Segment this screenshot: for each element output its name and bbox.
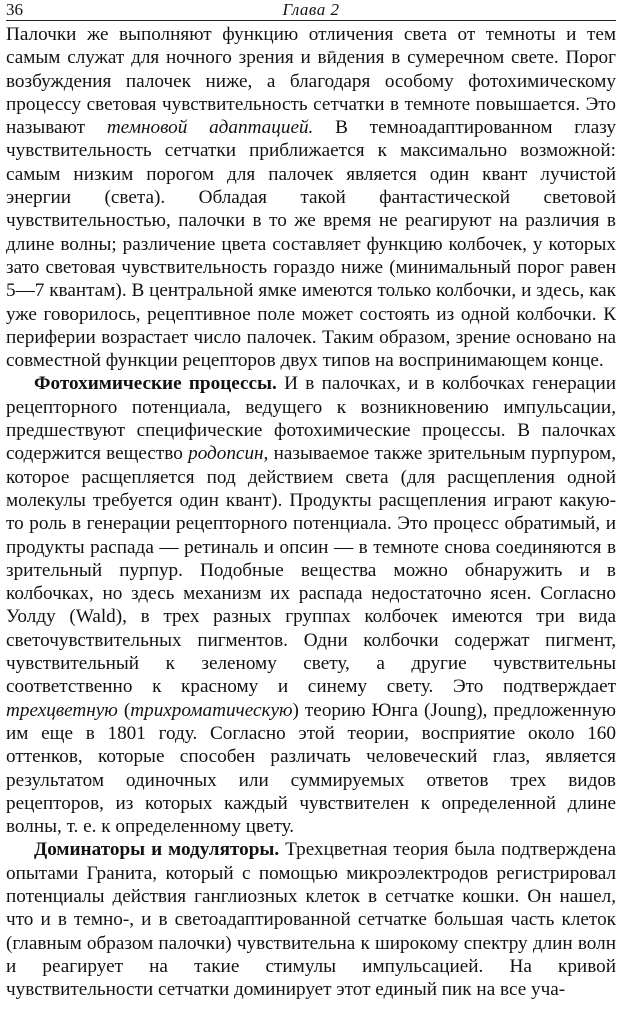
paragraph-photochemical-processes [6, 372, 616, 838]
term-three-color: трехцветную [6, 699, 118, 721]
term-trichromatic: трихроматическую [130, 699, 293, 721]
term-dark-adaptation: темновой адаптацией. [106, 117, 314, 139]
section-heading-dominators: Доминаторы и модуляторы. [34, 839, 280, 861]
section-heading-photochemical: Фотохимические процессы. [34, 373, 277, 395]
term-rhodopsin: родопсин, [188, 443, 269, 465]
paragraph-rods-function [6, 23, 616, 372]
text-run: И в палочках, и в колбочках генерации рецепторного потенциала, ведущего к возникновению импульсации, предшествуют специфические фотохимические процессы. В палочках содержится вещество [6, 373, 616, 465]
paragraph-dominators-modulators [6, 838, 616, 1001]
text-run: ) теорию Юнга (Joung), предложенную им еще в 1801 году. Согласно этой теории, восприятие около 160 оттенков, которые способен различать человеческий глаз, является результатом одиночных или суммируемых ответов трех видов рецепторов, из которых каждый чувствителен к определенной длине волны, т. е. к определенному цвету. [6, 699, 616, 838]
body-text [6, 23, 616, 1001]
text-run: Трехцветная теория была подтверждена опытами Гранита, который с помощью микроэлектродов регистрировал потенциалы действия ганглиозных клеток в сетчатке кошки. Он нашел, что и в темно-, и в светоадаптированной сетчатке большая часть клеток (главным образом палочки) чувствительна к широкому спектру длин волн и реагирует на такие стимулы импульсацией. На кривой чувствительности сетчатки доминирует этот единый пик на все уча- [6, 839, 616, 1001]
text-run: ( [117, 699, 131, 721]
chapter-title: Глава 2 [282, 0, 340, 19]
page-number: 36 [6, 0, 23, 19]
text-run: Палочки же выполняют функцию отличения света от темноты и тем самым служат для ночного зрения и вӣдения в сумеречном свете. Порог возбуждения палочек ниже, а благодаря особому фотохимическому процессу световая чувствительность сетчатки в темноте повышается. Это называют [6, 24, 616, 139]
text-run: называемое также зрительным пурпуром, которое расщепляется под действием света (для расщепления одной молекулы требуется один квант). Продукты расщепления играют какую-то роль в генерации рецепторного потенциала. Это процесс обратимый, и продукты распада — ретиналь и опсин — в темноте снова соединяются в зрительный пурпур. Подобные вещества можно обнаружить и в колбочках, но здесь механизм их распада недостаточно ясен. Согласно Уолду (Wald), в трех разных группах колбочек имеются три вида светочувствительных пигментов. Одни колбочки содержат пигмент, чувствительный к зеленому свету, а другие чувствительны соответственно к красному и синему свету. Это подтверждает [6, 443, 616, 698]
text-run: В темноадаптированном глазу чувствительность сетчатки приближается к максимально возможной: самым низким порогом для палочек является один квант лучистой энергии (света). Обладая такой фантастической световой чувствительностью, палочки в то же время не реагируют на различия в длине волны; различение цвета составляет функцию колбочек, у которых зато световая чувствительность гораздо ниже (минимальный порог равен 5—7 квантам). В центральной ямке имеются только колбочки, и здесь, как уже говорилось, рецептивное поле может состоять из одной колбочки. К периферии возрастает число палочек. Таким образом, зрение основано на совместной функции рецепторов двух типов на воспринимающем конце. [6, 117, 616, 372]
running-head [6, 0, 616, 21]
